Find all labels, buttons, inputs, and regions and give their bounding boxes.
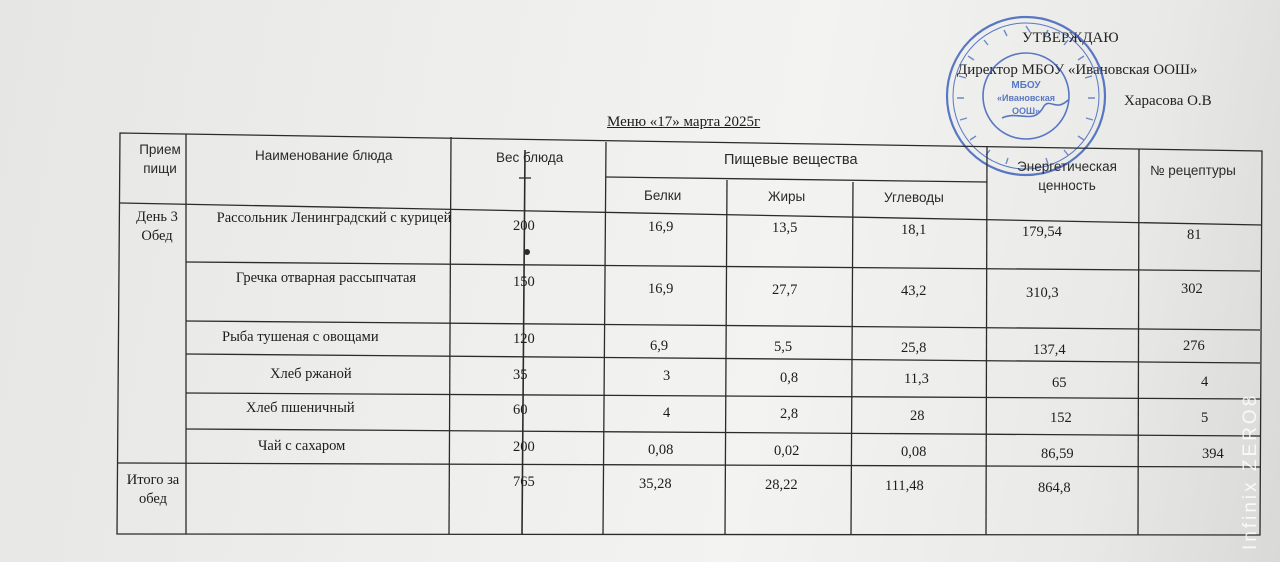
row-3-weight: 120 [513,331,535,347]
row-2-fat: 27,7 [772,282,798,298]
total-protein: 35,28 [639,476,672,492]
row-6-fat: 0,02 [774,443,800,459]
row-5-fat: 2,8 [780,406,799,422]
header-protein: Белки [644,188,682,203]
header-fat: Жиры [768,189,806,204]
row-3-protein: 6,9 [650,338,669,354]
stamp-text-3: ООШ» [1011,106,1041,116]
menu-title: Меню «17» марта 2025г [607,114,761,130]
row-5-energy: 152 [1050,410,1072,426]
total-label: Итого за обед [126,472,180,507]
row-6-weight: 200 [513,439,535,455]
row-5-dish: Хлеб пшеничный [246,400,355,416]
row-6-carbs: 0,08 [901,444,927,460]
row-3-energy: 137,4 [1033,342,1066,358]
row-2-carbs: 43,2 [901,283,927,299]
total-fat: 28,22 [765,477,798,493]
approval-heading: УТВЕРЖДАЮ [1022,30,1119,46]
row-4-fat: 0,8 [780,370,799,386]
row-6-energy: 86,59 [1041,446,1074,462]
row-1-energy: 179,54 [1022,224,1062,240]
row-4-weight: 35 [513,367,528,383]
row-1-carbs: 18,1 [901,222,927,238]
row-2-recipe: 302 [1181,281,1203,297]
stamp-text-1: МБОУ [1011,80,1041,91]
total-carbs: 111,48 [885,478,924,494]
row-1-weight: 200 [513,218,535,234]
row-3-recipe: 276 [1183,338,1205,354]
header-meal: Прием пищи [139,142,181,176]
row-4-protein: 3 [663,368,671,384]
row-4-carbs: 11,3 [904,371,929,387]
row-3-carbs: 25,8 [901,340,927,356]
total-energy: 864,8 [1038,480,1071,496]
row-2-protein: 16,9 [648,281,674,297]
row-5-weight: 60 [513,402,528,418]
header-nutrients: Пищевые вещества [724,152,858,168]
row-4-energy: 65 [1052,375,1067,391]
meal-label: День 3 Обед [136,209,178,244]
row-4-dish: Хлеб ржаной [270,366,352,382]
header-recipe: № рецептуры [1150,163,1236,178]
row-1-protein: 16,9 [648,219,674,235]
header-weight: Вес блюда [496,150,564,165]
row-3-dish: Рыба тушеная с овощами [222,329,379,345]
row-5-recipe: 5 [1201,410,1209,426]
stamp-text-2: «Ивановская [997,93,1055,103]
header-energy: Энергетическая ценность [1017,159,1117,193]
header-dish: Наименование блюда [255,148,393,163]
row-6-recipe: 394 [1202,446,1224,462]
row-6-protein: 0,08 [648,442,674,458]
row-4-recipe: 4 [1201,374,1209,390]
row-2-weight: 150 [513,274,535,290]
row-6-dish: Чай с сахаром [258,438,346,454]
ink-dot [524,249,530,255]
row-1-recipe: 81 [1187,227,1202,243]
total-weight: 765 [513,474,535,490]
approval-signatory: Харасова О.В [1124,93,1212,109]
approval-director: Директор МБОУ «Ивановская ООШ» [957,62,1198,78]
row-1-fat: 13,5 [772,220,798,236]
row-2-energy: 310,3 [1026,285,1059,301]
row-1-dish: Рассольник Ленинградский с курицей [216,210,452,226]
camera-watermark: Infinix ZERO8 [1240,392,1261,550]
row-5-protein: 4 [663,405,671,421]
header-carbs: Углеводы [884,190,944,205]
row-2-dish: Гречка отварная рассыпчатая [235,270,417,286]
row-5-carbs: 28 [910,408,925,424]
row-3-fat: 5,5 [774,339,793,355]
